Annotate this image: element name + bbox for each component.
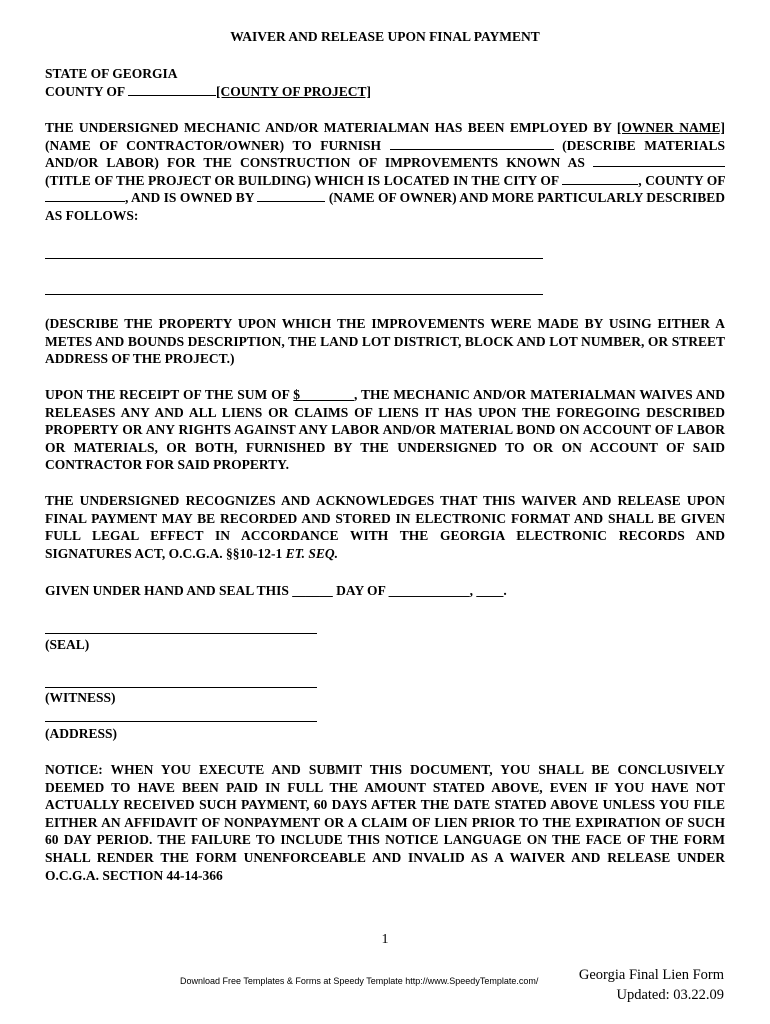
notice-paragraph: NOTICE: WHEN YOU EXECUTE AND SUBMIT THIS DOCUMENT, YOU SHALL BE CONCLUSIVELY DEEMED TO HAVE BEEN PAID IN FULL THE AMOUNT STATED ABOVE, EVEN IF YOU HAVE NOT ACTUALLY RECEIVED SUCH PAYMENT, 60 DAYS AFTER THE DATE STATED ABOVE UNLESS YOU FILE EITHER AN AFFIDAVIT OF NONPAYMENT OR A CLAIM OF LIEN PRIOR TO THE EXPIRATION OF SUCH 60 DAY PERIOD. THE FAILURE TO INCLUDE THIS NOTICE LANGUAGE ON THE FACE OF THE FORM SHALL RENDER THE FORM UNENFORCEABLE AND INVALID AS A WAIVER AND RELEASE UNDER O.C.G.A. SECTION 44-14-366 [45, 762, 725, 883]
witness-label: (WITNESS) [45, 690, 116, 705]
footer-updated: Updated: 03.22.09 [616, 987, 724, 1003]
county-value: [COUNTY OF PROJECT] [216, 83, 371, 99]
state-line: STATE OF GEORGIA [45, 66, 178, 81]
release-paragraph [45, 386, 725, 474]
furnish-blank[interactable] [390, 138, 554, 150]
property-description-paragraph: (DESCRIBE THE PROPERTY UPON WHICH THE IMPROVEMENTS WERE MADE BY USING EITHER A METES AND BOUNDS DESCRIPTION, THE LAND LOT DISTRICT, BLOCK AND LOT NUMBER, OR STREET ADDRESS OF THE PROJECT.) [45, 316, 725, 367]
para1-text-f: , AND IS OWNED BY [125, 190, 254, 206]
employment-paragraph [45, 119, 725, 225]
city-blank[interactable] [562, 173, 638, 185]
para3-text-b: , THE MECHANIC AND/OR MATERIALMAN WAIVES AND RELEASES ANY AND ALL LIENS OR CLAIMS OF LIENS IT HAS UPON THE FOREGOING DESCRIBED PROPERTY OR ANY RIGHTS AGAINST ANY LABOR AND/OR MATERIAL BOND ON ACCOUNT OF LABOR OR MATERIALS, OR BOTH, FURNISHED BY THE UNDERSIGNED TO OR ON ACCOUNT OF SAID CONTRACTOR FOR SAID PROPERTY. [45, 387, 725, 473]
address-line[interactable] [45, 721, 317, 722]
et-seq-text: ET. SEQ. [285, 545, 339, 561]
para1-text-a: THE UNDERSIGNED MECHANIC AND/OR MATERIALMAN HAS BEEN EMPLOYED BY [45, 120, 612, 135]
para1-text-c: (DESCRIBE MATERIALS AND/OR LABOR) FOR THE CONSTRUCTION OF IMPROVEMENTS KNOWN AS [45, 137, 725, 171]
para1-text-g: (NAME OF OWNER) AND MORE PARTICULARLY DESCRIBED AS FOLLOWS: [45, 190, 726, 223]
witness-signature-line[interactable] [45, 687, 317, 688]
address-label: (ADDRESS) [45, 726, 118, 741]
county-of-project-blank[interactable] [45, 190, 125, 202]
sum-amount-field[interactable]: $________ [293, 387, 354, 402]
electronic-records-paragraph [45, 492, 725, 562]
venue-block [45, 65, 725, 100]
page-number: 1 [381, 932, 389, 947]
seal-label: (SEAL) [45, 637, 90, 652]
owner-name-field: [OWNER NAME] [616, 120, 726, 135]
seal-signature-line[interactable] [45, 633, 317, 634]
footer-download-link[interactable]: Download Free Templates & Forms at Speedy Template http://www.SpeedyTemplate.com/ [180, 976, 539, 986]
para1-text-d: (TITLE OF THE PROJECT OR BUILDING) WHICH IS LOCATED IN THE CITY OF [45, 172, 559, 188]
para1-text-e: , COUNTY OF [638, 172, 726, 188]
county-blank[interactable] [128, 84, 216, 96]
owned-by-blank[interactable] [257, 190, 325, 202]
description-line-1[interactable] [45, 258, 543, 259]
para3-text-a: UPON THE RECEIPT OF THE SUM OF [45, 387, 290, 402]
para1-text-b: (NAME OF CONTRACTOR/OWNER) TO FURNISH [45, 137, 382, 153]
given-under-hand-line: GIVEN UNDER HAND AND SEAL THIS ______ DAY OF ____________, ____. [45, 583, 507, 598]
county-line [45, 83, 725, 101]
footer-form-name: Georgia Final Lien Form [578, 967, 724, 983]
description-line-2[interactable] [45, 294, 543, 295]
para4-text: THE UNDERSIGNED RECOGNIZES AND ACKNOWLEDGES THAT THIS WAIVER AND RELEASE UPON FINAL PAYMENT MAY BE RECORDED AND STORED IN ELECTRONIC FORMAT AND SHALL BE GIVEN FULL LEGAL EFFECT IN ACCORDANCE WITH THE GEORGIA ELECTRONIC RECORDS AND SIGNATURES ACT, O.C.G.A. §§10-12-1 [45, 493, 725, 561]
document-title: WAIVER AND RELEASE UPON FINAL PAYMENT [230, 29, 540, 44]
project-known-as-blank[interactable] [593, 155, 725, 167]
footer-form-info [579, 965, 724, 1005]
county-label: COUNTY OF [45, 83, 125, 99]
